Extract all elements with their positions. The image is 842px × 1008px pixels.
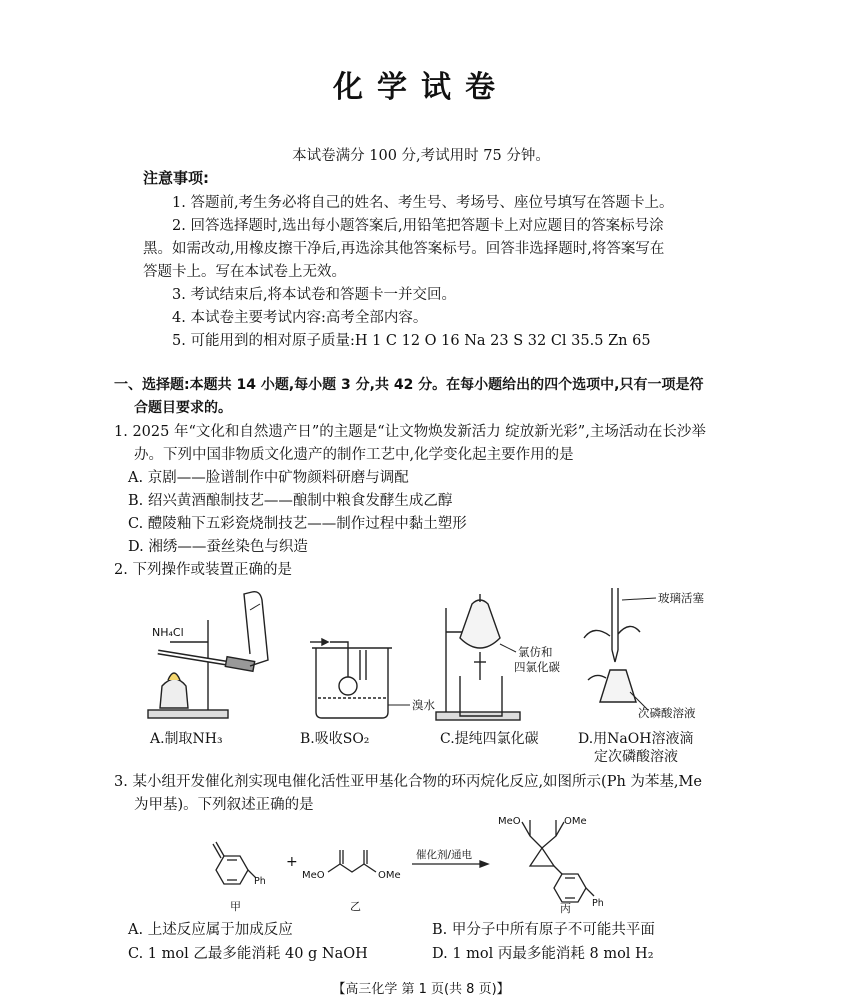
q3-option-a: A. 上述反应属于加成反应 <box>128 922 293 938</box>
reagent-label: 催化剂/通电 <box>416 849 473 861</box>
q3-option-d: D. 1 mol 丙最多能消耗 8 mol H₂ <box>432 946 654 962</box>
label-nh4cl: NH₄Cl <box>152 626 184 639</box>
bing-meo: MeO <box>498 816 521 827</box>
label-bing: 丙 <box>560 902 571 914</box>
q1-option-d: D. 湘绣——蚕丝染色与织造 <box>128 539 308 555</box>
exam-info: 本试卷满分 100 分,考试用时 75 分钟。 <box>292 148 550 164</box>
plus-sign: + <box>286 854 298 870</box>
notice-heading: 注意事项: <box>143 169 209 187</box>
molecule-yi <box>328 850 376 872</box>
reaction-scheme <box>190 812 650 914</box>
q1-option-b: B. 绍兴黄酒酿制技艺——酿制中粮食发酵生成乙醇 <box>128 493 453 509</box>
label-glass-stopcock: 玻璃活塞 <box>658 591 704 605</box>
notice-line-5: 3. 考试结束后,将本试卷和答题卡一并交回。 <box>172 287 457 303</box>
bing-ph: Ph <box>592 898 604 909</box>
molecule-jia <box>213 842 256 884</box>
page-footer: 【高三化学 第 1 页(共 8 页)】 <box>332 982 510 997</box>
q1-option-c: C. 醴陵釉下五彩瓷烧制技艺——制作过程中黏土塑形 <box>128 516 467 532</box>
yi-ome: OMe <box>378 870 401 881</box>
page-title: 化学试卷 <box>333 70 509 105</box>
notice-line-1: 1. 答题前,考生务必将自己的姓名、考生号、考场号、座位号填写在答题卡上。 <box>172 195 674 211</box>
label-hypophosphorous: 次磷酸溶液 <box>638 706 696 720</box>
q3-stem-line-2: 为甲基)。下列叙述正确的是 <box>134 797 314 813</box>
yi-meo: MeO <box>302 870 325 881</box>
q2-caption-b: B.吸收SO₂ <box>300 731 370 747</box>
q3-option-b: B. 甲分子中所有原子不可能共平面 <box>432 922 655 938</box>
apparatus-b <box>310 639 410 718</box>
apparatus-c <box>436 594 520 720</box>
label-jia: 甲 <box>230 900 241 913</box>
section-heading: 一、选择题:本题共 14 小题,每小题 3 分,共 42 分。在每小题给出的四个选项中,只有一项是符 <box>114 377 704 393</box>
molecule-bing <box>522 820 594 902</box>
label-chloroform-2: 四氯化碳 <box>514 660 560 674</box>
q2-caption-d1: D.用NaOH溶液滴 <box>578 731 694 747</box>
q1-stem-line-1: 1. 2025 年“文化和自然遗产日”的主题是“让文物焕发新活力 绽放新光彩”,主场活动在长沙举 <box>114 424 706 440</box>
notice-line-7: 5. 可能用到的相对原子质量:H 1 C 12 O 16 Na 23 S 32 Cl 35.5 Zn 65 <box>172 333 651 349</box>
jia-ph: Ph <box>254 876 266 887</box>
bing-ome: OMe <box>564 816 587 827</box>
q2-caption-c: C.提纯四氯化碳 <box>440 731 539 747</box>
q3-option-c: C. 1 mol 乙最多能消耗 40 g NaOH <box>128 946 368 962</box>
label-chloroform-1: 氯仿和 <box>518 645 553 659</box>
q3-stem-line-1: 3. 某小组开发催化剂实现电催化活性亚甲基化合物的环丙烷化反应,如图所示(Ph 为苯基,Me <box>114 774 702 790</box>
apparatus-a <box>148 592 268 718</box>
q2-caption-a: A.制取NH₃ <box>150 731 223 747</box>
q2-caption-d2: 定次磷酸溶液 <box>594 749 678 765</box>
notice-line-6: 4. 本试卷主要考试内容:高考全部内容。 <box>172 310 428 326</box>
section-heading-cont: 合题目要求的。 <box>134 400 232 416</box>
label-bromine-water: 溴水 <box>412 698 435 712</box>
label-yi: 乙 <box>350 900 361 913</box>
notice-line-3: 黑。如需改动,用橡皮擦干净后,再选涂其他答案标号。回答非选择题时,将答案写在 <box>143 241 665 257</box>
apparatus-d <box>584 588 656 710</box>
notice-line-4: 答题卡上。写在本试卷上无效。 <box>143 264 346 280</box>
apparatus-figure <box>140 580 740 725</box>
q1-stem-line-2: 办。下列中国非物质文化遗产的制作工艺中,化学变化起主要作用的是 <box>134 447 574 463</box>
notice-line-2: 2. 回答选择题时,选出每小题答案后,用铅笔把答题卡上对应题目的答案标号涂 <box>172 218 664 234</box>
q1-option-a: A. 京剧——脸谱制作中矿物颜料研磨与调配 <box>128 470 409 486</box>
q2-stem: 2. 下列操作或装置正确的是 <box>114 562 292 578</box>
